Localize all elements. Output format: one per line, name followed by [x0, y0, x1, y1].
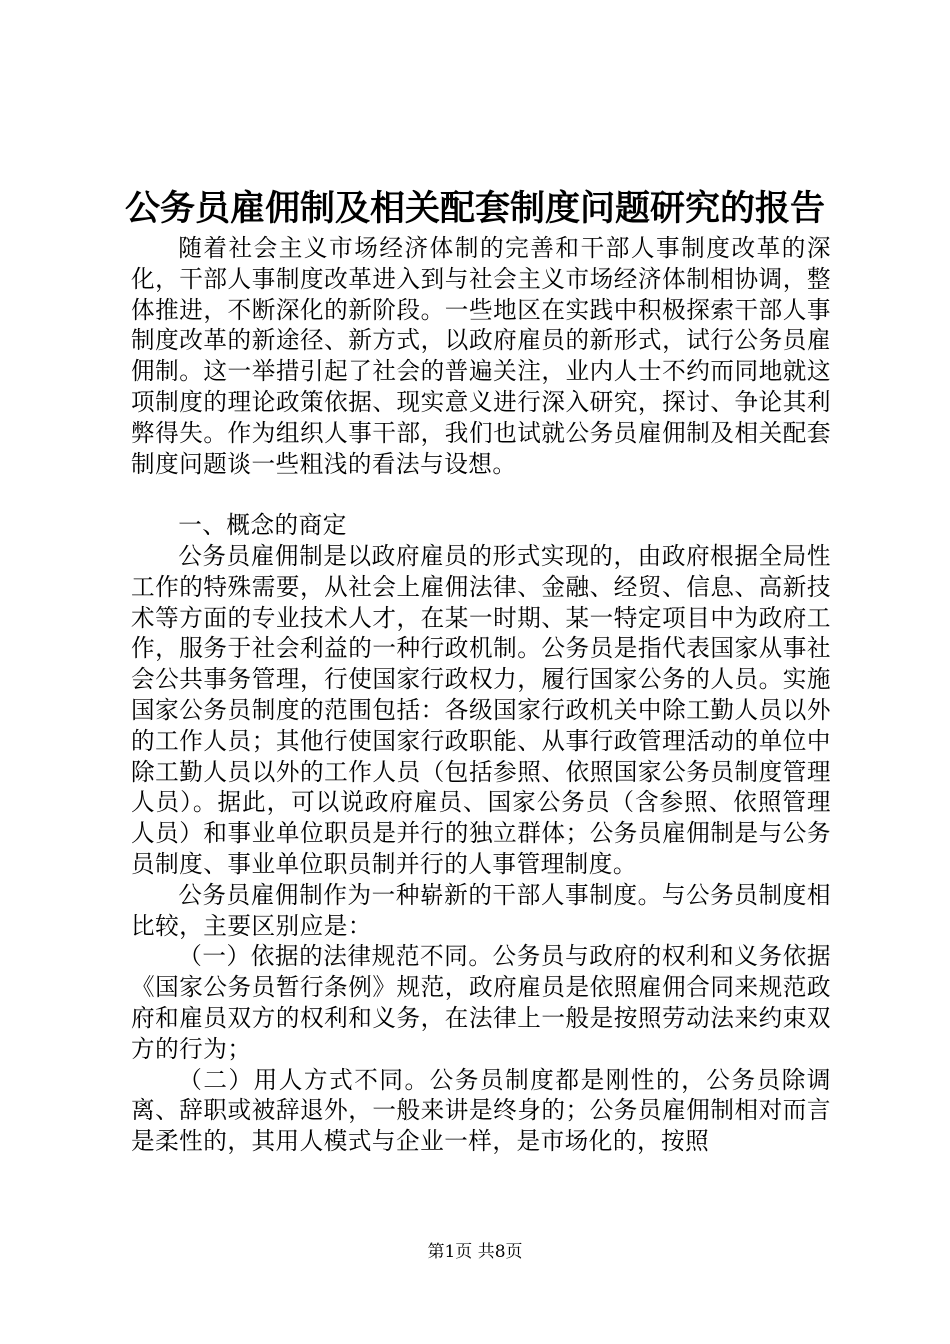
document-body [131, 233, 831, 1157]
paragraph-difference-2: （二）用人方式不同。公务员制度都是刚性的，公务员除调离、辞职或被辞退外，一般来讲是终身的；公务员雇佣制相对而言是柔性的，其用人模式与企业一样，是市场化的，按照 [131, 1065, 831, 1156]
paragraph-difference-1: （一）依据的法律规范不同。公务员与政府的权利和义务依据《国家公务员暂行条例》规范，政府雇员是依照雇佣合同来规范政府和雇员双方的权利和义务，在法律上一般是按照劳动法来约束双方的行为； [131, 942, 831, 1063]
paragraph-definition: 公务员雇佣制是以政府雇员的形式实现的，由政府根据全局性工作的特殊需要，从社会上雇佣法律、金融、经贸、信息、高新技术等方面的专业技术人才，在某一时期、某一特定项目中为政府工作，服务于社会利益的一种行政机制。公务员是指代表国家从事社会公共事务管理，行使国家行政权力，履行国家公务的人员。实施国家公务员制度的范围包括：各级国家行政机关中除工勤人员以外的工作人员；其他行使国家行政职能、从事行政管理活动的单位中除工勤人员以外的工作人员（包括参照、依照国家公务员制度管理人员）。据此，可以说政府雇员、国家公务员（含参照、依照管理人员）和事业单位职员是并行的独立群体；公务员雇佣制是与公务员制度、事业单位职员制并行的人事管理制度。 [131, 541, 831, 878]
paragraph-intro: 随着社会主义市场经济体制的完善和干部人事制度改革的深化，干部人事制度改革进入到与社会主义市场经济体制相协调，整体推进，不断深化的新阶段。一些地区在实践中积极探索干部人事制度改革的新途径、新方式，以政府雇员的新形式，试行公务员雇佣制。这一举措引起了社会的普遍关注，业内人士不约而同地就这项制度的理论政策依据、现实意义进行深入研究，探讨、争论其利弊得失。作为组织人事干部，我们也试就公务员雇佣制及相关配套制度问题谈一些粗浅的看法与设想。 [131, 234, 831, 478]
page-footer: 第1页 共8页 [427, 1242, 523, 1262]
paragraph-comparison: 公务员雇佣制作为一种崭新的干部人事制度。与公务员制度相比较，主要区别应是： [131, 880, 831, 940]
document-title: 公务员雇佣制及相关配套制度问题研究的报告 [124, 188, 825, 229]
section-heading: 一、概念的商定 [178, 511, 347, 540]
